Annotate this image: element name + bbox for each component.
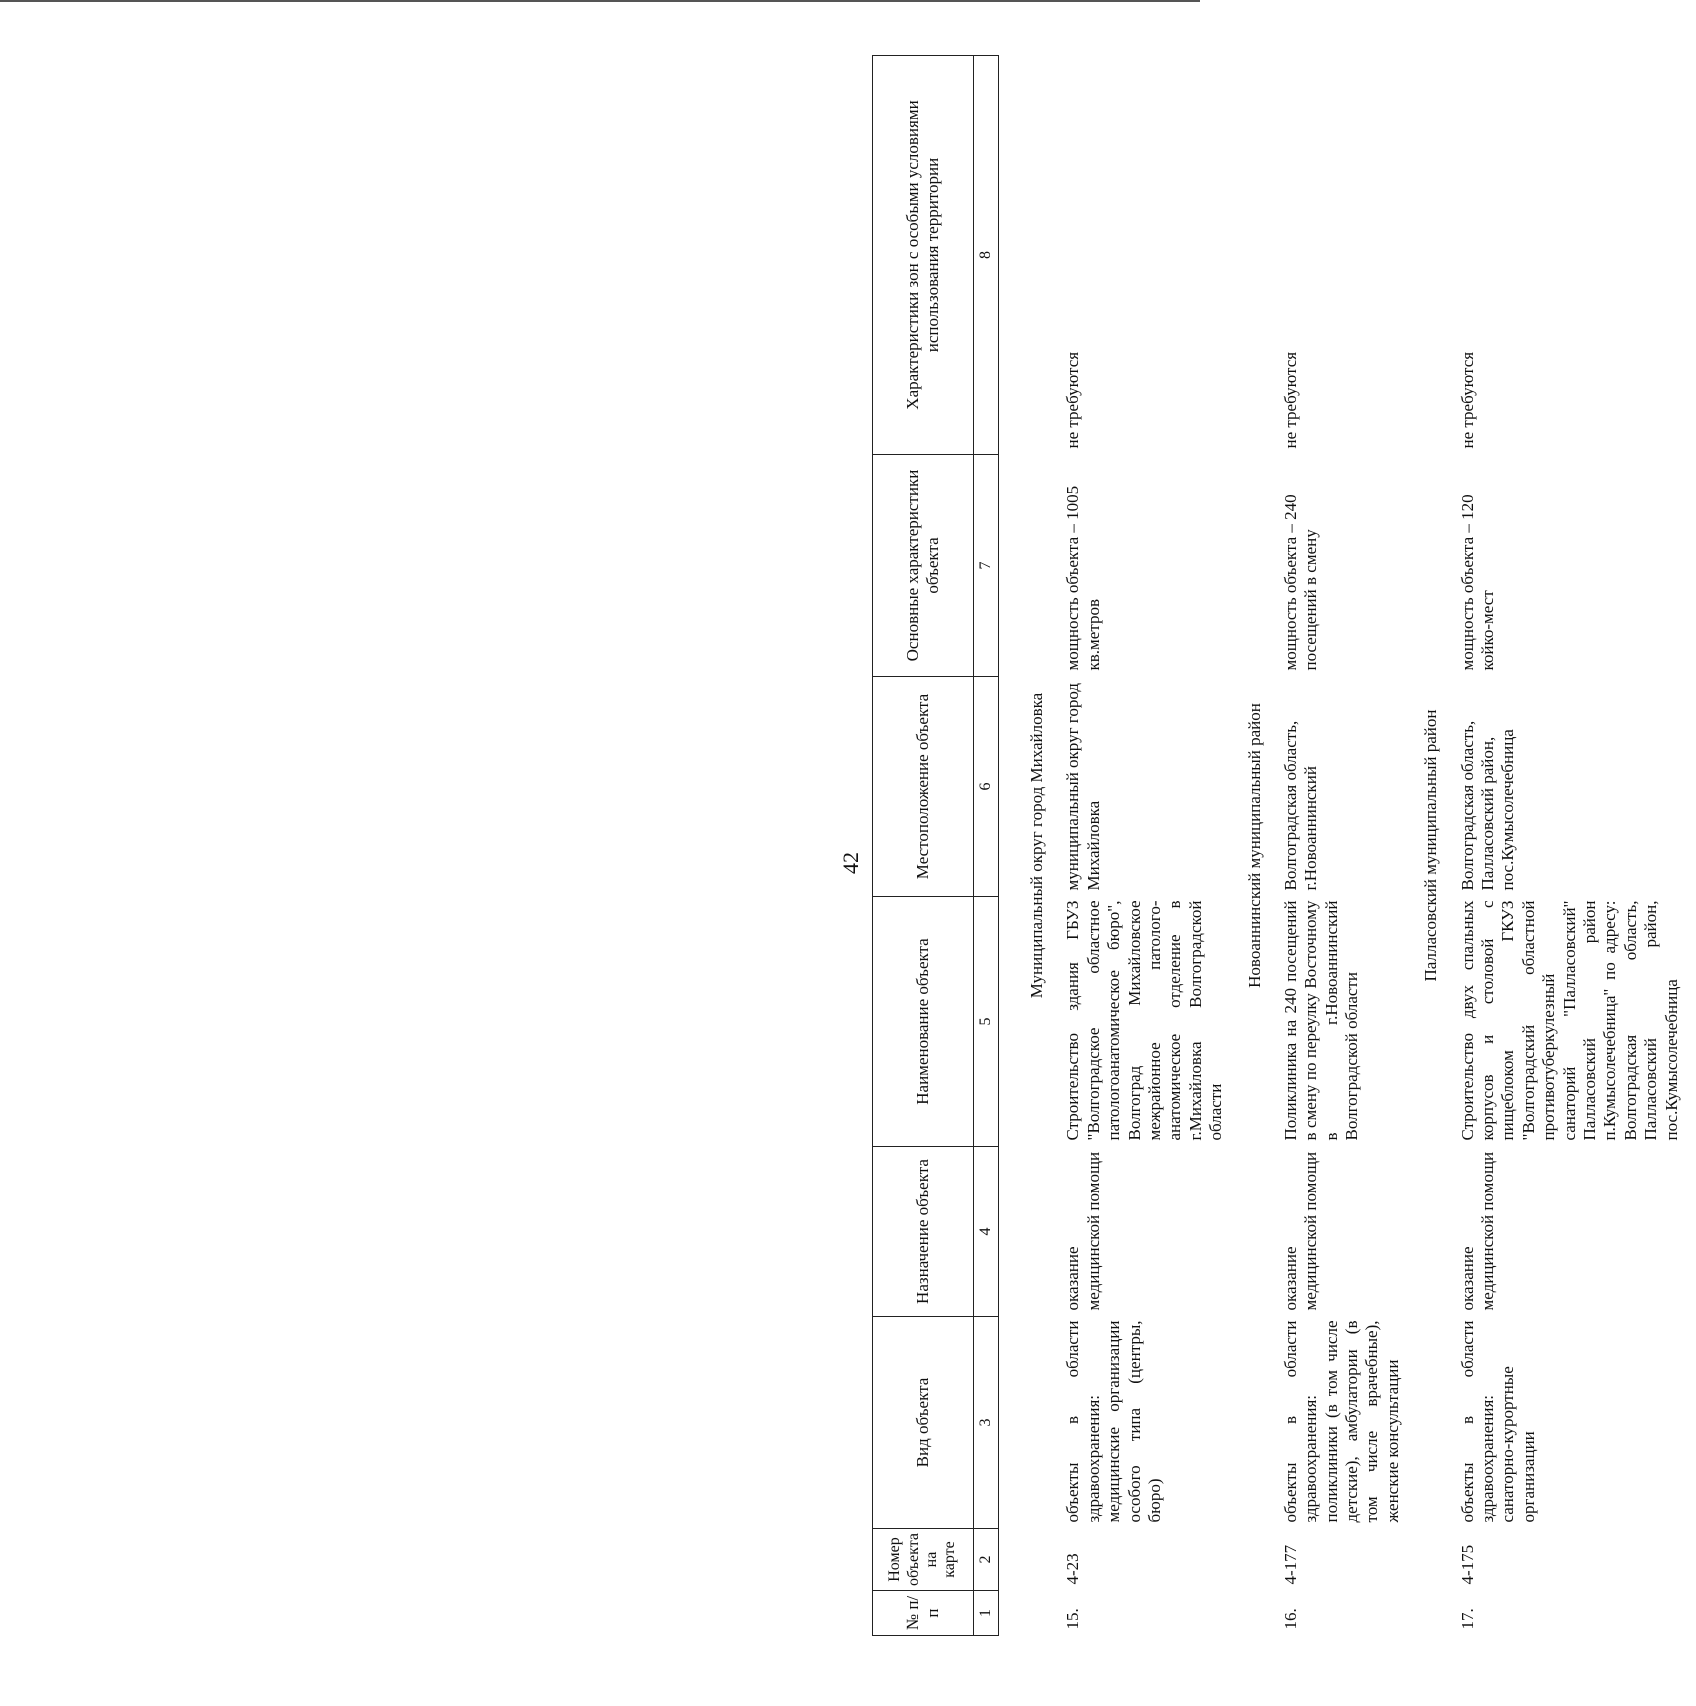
object-location: Волгоградская область, г.Новоаннинский [1280, 720, 1321, 891]
column-number: 8 [974, 56, 999, 455]
object-characteristics: мощность объекта – 120 койко-мест [1457, 494, 1498, 671]
table-row [1063, 56, 1240, 1636]
column-number: 6 [974, 677, 999, 897]
table-row [1281, 56, 1417, 1636]
table-row [1458, 56, 1696, 1636]
section-title-row [1023, 56, 1063, 1636]
header-object-purpose: Назначение объекта [873, 1147, 974, 1317]
object-characteristics: мощность объекта – 240 посещений в смену [1280, 494, 1321, 671]
section-title-row [1241, 56, 1281, 1636]
zone-characteristics: не требуются [1063, 351, 1083, 449]
spacer-row [999, 56, 1024, 1636]
header-object-location: Местоположение объекта [873, 677, 974, 897]
object-kind: объекты в области здравоохранения: поликлиники (в том числе детские), амбулатории (в том числе врачебные), женские консультации [1280, 1320, 1402, 1523]
header-map-number: Номер объекта на карте [873, 1529, 974, 1591]
object-characteristics: мощность объекта – 1005 кв.метров [1063, 485, 1103, 671]
map-number: 4-177 [1280, 1544, 1300, 1585]
header-object-name: Наименование объекта [873, 897, 974, 1147]
section-title: Муниципальный округ город Михайловка [1027, 692, 1046, 999]
column-number: 3 [974, 1317, 999, 1529]
section-title-row [1417, 56, 1457, 1636]
object-purpose: оказание медицинской помощи [1280, 1151, 1321, 1311]
column-number: 5 [974, 897, 999, 1147]
column-number-row [974, 56, 999, 1636]
object-location: муниципальный округ город Михайловка [1063, 682, 1103, 891]
map-number: 4-175 [1457, 1544, 1477, 1585]
column-number: 7 [974, 455, 999, 677]
object-name: Поликлиника на 240 посещений в смену по переулку Восточному в г.Новоаннинский Волгоградской области [1280, 900, 1362, 1141]
table-header-row [873, 56, 974, 1636]
zone-characteristics: не требуются [1280, 351, 1300, 449]
header-zone-characteristics: Характеристики зон с особыми условиями использования территории [873, 56, 974, 455]
header-row-number: № п/п [873, 1591, 974, 1636]
row-number: 15. [1063, 1608, 1083, 1630]
row-number: 16. [1280, 1608, 1300, 1630]
zone-characteristics: не требуются [1457, 351, 1477, 449]
header-object-kind: Вид объекта [873, 1317, 974, 1529]
row-number: 17. [1457, 1608, 1477, 1630]
objects-table [872, 55, 1696, 1636]
object-purpose: оказание медицинской помощи [1457, 1151, 1498, 1311]
column-number: 4 [974, 1147, 999, 1317]
column-number: 1 [974, 1591, 999, 1636]
object-kind: объекты в области здравоохранения: медицинские организации особого типа (центры, бюро) [1063, 1320, 1164, 1523]
section-title: Новоаннинский муниципальный район [1244, 703, 1264, 988]
header-object-characteristics: Основные характеристики объекта [873, 455, 974, 677]
column-number: 2 [974, 1529, 999, 1591]
object-location: Волгоградская область, Палласовский район, пос.Кумысолечебница [1457, 720, 1518, 891]
object-purpose: оказание медицинской помощи [1063, 1151, 1103, 1311]
map-number: 4-23 [1063, 1553, 1083, 1585]
object-name: Строительство двух спальных корпусов и столовой с пищеблоком ГКУЗ "Волгоградский областной противотуберкулезный санаторий "Палласовский" Палласовский район п.Кумысолечебница" по адресу: Волгоградская область, Палласовский район, пос.Кумысолечебница [1457, 900, 1681, 1141]
object-name: Строительство здания ГБУЗ "Волгоградское областное патологоанатомическое бюро", Волгоград Михайловское межрайонное патолого-анатомическое отделение в г.Михайловка Волгоградской области [1063, 900, 1226, 1141]
object-kind: объекты в области здравоохранения: санаторно-курортные организации [1457, 1320, 1538, 1523]
section-title: Палласовский муниципальный район [1421, 709, 1441, 982]
page-number: 42 [838, 852, 863, 874]
